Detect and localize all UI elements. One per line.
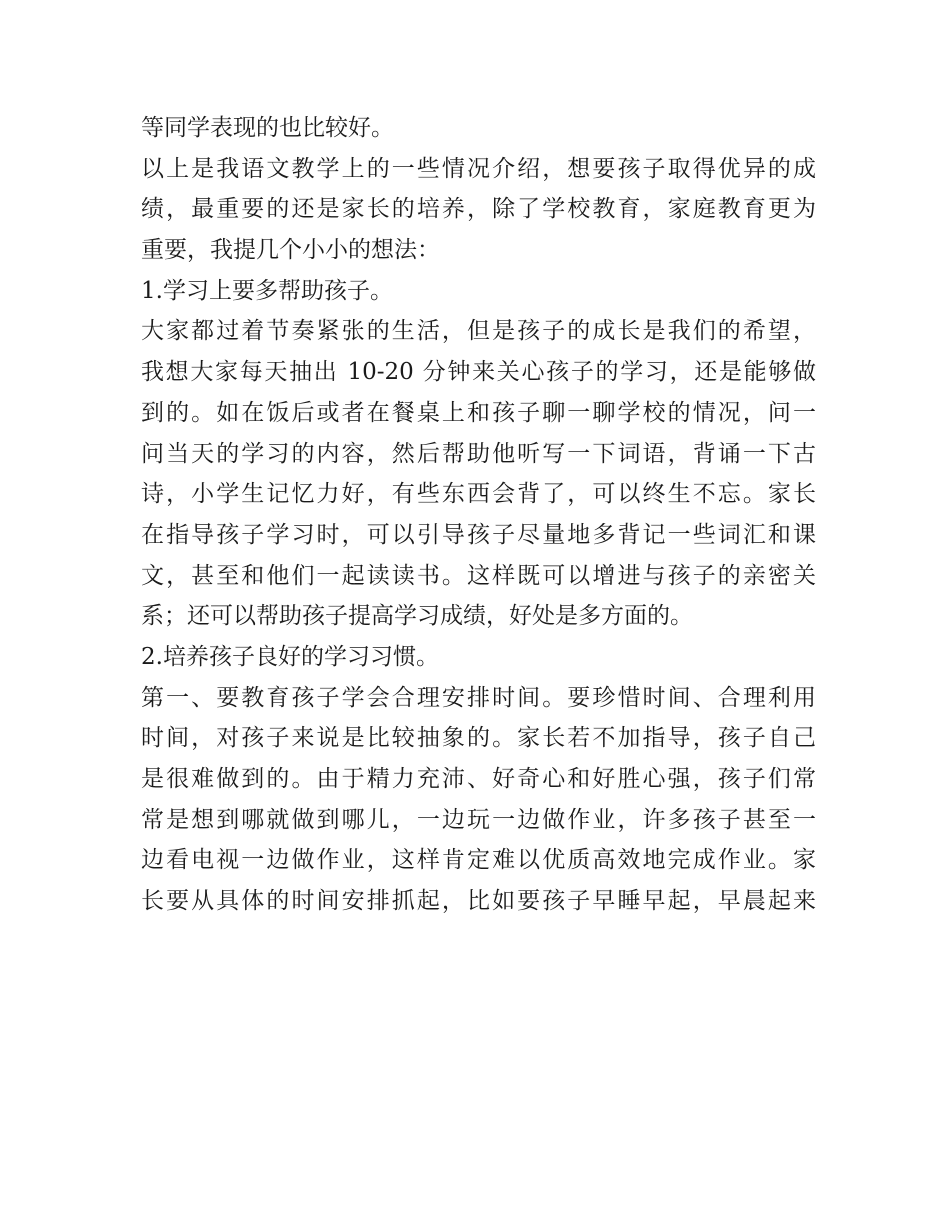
text-line: 我想大家每天抽出 10-20 分钟来关心孩子的学习，还是能够做 — [141, 359, 816, 386]
text-line: 以上是我语文教学上的一些情况介绍，想要孩子取得优异的成 — [141, 155, 816, 182]
text-line: 诗，小学生记忆力好，有些东西会背了，可以终生不忘。家长 — [141, 481, 816, 508]
text-line: 绩，最重要的还是家长的培养，除了学校教育，家庭教育更为 — [141, 196, 816, 223]
text-line: 大家都过着节奏紧张的生活，但是孩子的成长是我们的希望， — [141, 318, 816, 345]
text-line: 到的。如在饭后或者在餐桌上和孩子聊一聊学校的情况，问一 — [141, 399, 816, 426]
text-line: 长要从具体的时间安排抓起，比如要孩子早睡早起，早晨起来 — [141, 888, 816, 915]
text-line: 常是想到哪就做到哪儿，一边玩一边做作业，许多孩子甚至一 — [141, 806, 816, 833]
text-line: 文，甚至和他们一起读读书。这样既可以增进与孩子的亲密关 — [141, 562, 816, 589]
text-line: 第一、要教育孩子学会合理安排时间。要珍惜时间、合理利用 — [141, 684, 816, 711]
text-line: 重要，我提几个小小的想法： — [141, 237, 440, 264]
text-line: 边看电视一边做作业，这样肯定难以优质高效地完成作业。家 — [141, 847, 816, 874]
text-line: 问当天的学习的内容，然后帮助他听写一下词语，背诵一下古 — [141, 440, 816, 467]
list-heading: 1.学习上要多帮助孩子。 — [141, 277, 393, 304]
text-line: 在指导孩子学习时，可以引导孩子尽量地多背记一些词汇和课 — [141, 521, 816, 548]
text-line: 系；还可以帮助孩子提高学习成绩，好处是多方面的。 — [141, 603, 693, 630]
list-heading: 2.培养孩子良好的学习习惯。 — [141, 643, 439, 670]
body-text — [141, 108, 816, 922]
text-line: 等同学表现的也比较好。 — [141, 115, 394, 141]
text-line: 是很难做到的。由于精力充沛、好奇心和好胜心强，孩子们常 — [141, 766, 816, 792]
text-line: 时间，对孩子来说是比较抽象的。家长若不加指导，孩子自己 — [141, 725, 816, 752]
